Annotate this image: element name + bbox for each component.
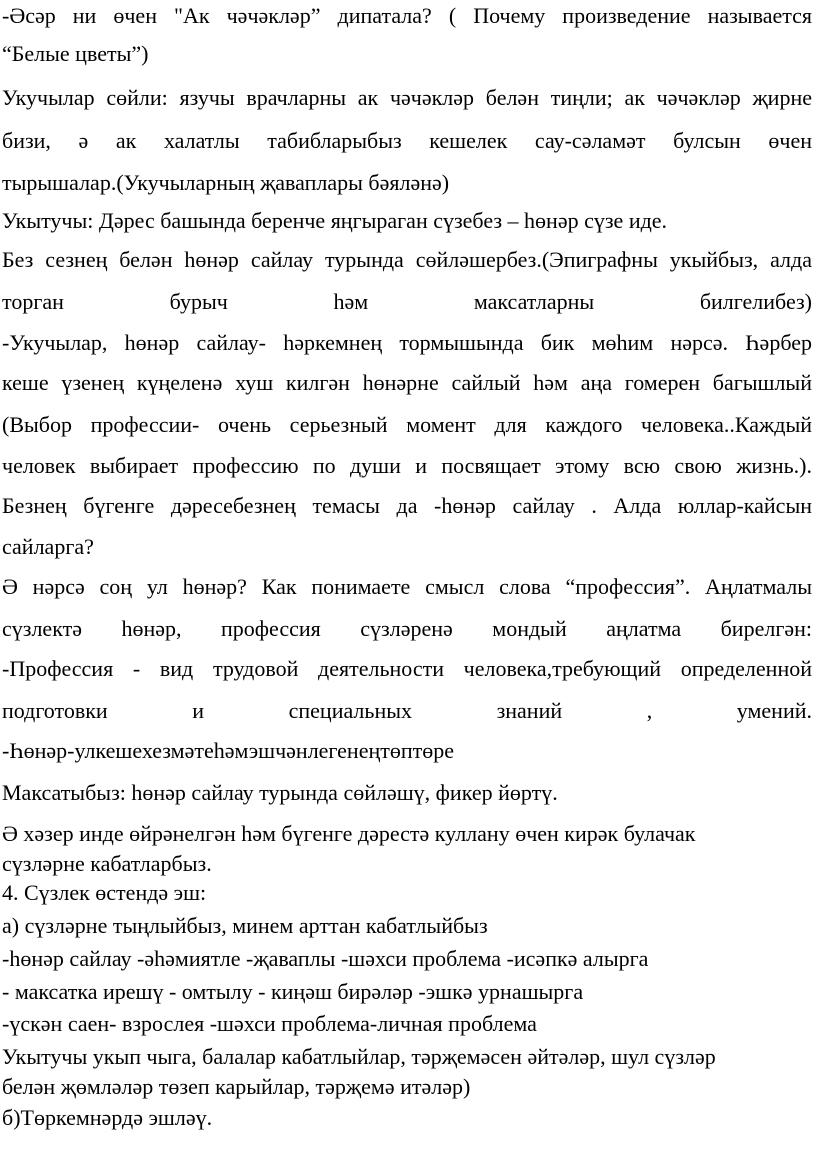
text-line: сайларга? [2, 534, 94, 559]
text-line: -Әсәр ни өчен "Ак чәчәкләр” дипатала? ( Почему произведение называется [2, 3, 812, 28]
text-line: Укытучы: Дәрес башында беренче яңгыраган сүзебез – һөнәр сүзе иде. [2, 208, 668, 233]
text-line: Ә нәрсә соң ул һөнәр? Как понимаете смысл слова “профессия”. Аңлатмалы [2, 574, 812, 599]
text-line: -Һөнәр-улкешехезмәтеһәмэшчәнлегенеңтөптөре [2, 738, 455, 763]
text-line: -үскән саен- взрослея -шәхси проблема-личная проблема [2, 1011, 537, 1036]
text-line: Максатыбыз: һөнәр сайлау турында сөйләшү, фикер йөртү. [2, 780, 558, 805]
text-line: (Выбор профессии- очень серьезный момент для каждого человека..Каждый [2, 412, 812, 437]
text-line: Укытучы укып чыга, балалар кабатлыйлар, тәрҗемәсен әйтәләр, шул сүзләр [2, 1044, 716, 1069]
text-line: сүзләрне кабатларбыз. [2, 851, 212, 876]
text-line: подготовки и специальных знаний , умений. [2, 698, 812, 723]
text-line: Безнең бүгенге дәресебезнең темасы да -һөнәр сайлау . Алда юллар-кайсын [2, 493, 812, 518]
text-line: 4. Сүзлек өстендә эш: [2, 880, 207, 905]
text-line: Укучылар сөйли: язучы врачларны ак чәчәкләр белән тиңли; ак чәчәкләр җирне [2, 85, 812, 110]
text-line: -һөнәр сайлау -әһәмиятле -җаваплы -шәхси проблема -исәпкә алырга [2, 946, 649, 971]
text-line: Ә хәзер инде өйрәнелгән һәм бүгенге дәрестә куллану өчен кирәк булачак [2, 821, 696, 846]
text-line: -Профессия - вид трудовой деятельности человека,требующий определенной [2, 656, 812, 681]
text-line: тырышалар.(Укучыларның җаваплары бәяләнә) [2, 170, 450, 195]
text-line: б)Төркемнәрдә эшләү. [2, 1105, 213, 1130]
text-line: белән җөмләләр төзеп карыйлар, тәрҗемә итәләр) [2, 1074, 471, 1099]
text-line: “Белые цветы”) [2, 41, 149, 66]
text-line: сүзлектә һөнәр, профессия сүзләренә мондый аңлатма бирелгән: [2, 616, 812, 641]
text-line: -Укучылар, һөнәр сайлау- һәркемнең тормышында бик мөһим нәрсә. Һәрбер [2, 330, 812, 355]
text-line: а) сүзләрне тыңлыйбыз, минем арттан кабатлыйбыз [2, 913, 488, 938]
text-line: торган бурыч һәм максатларны билгелибез) [2, 289, 812, 314]
text-line: бизи, ә ак халатлы табибларыбыз кешелек сау-сәламәт булсын өчен [2, 128, 812, 153]
text-line: Без сезнең белән һөнәр сайлау турында сөйләшербез.(Эпиграфны укыйбыз, алда [2, 247, 812, 272]
text-line: человек выбирает профессию по души и посвящает этому всю свою жизнь.). [2, 453, 812, 478]
text-line: кеше үзенең күңеленә хуш килгән һөнәрне сайлый һәм аңа гомерен багышлый [2, 370, 812, 395]
text-line: - максатка ирешү - омтылу - киңәш бирәләр -эшкә урнашырга [2, 979, 584, 1004]
